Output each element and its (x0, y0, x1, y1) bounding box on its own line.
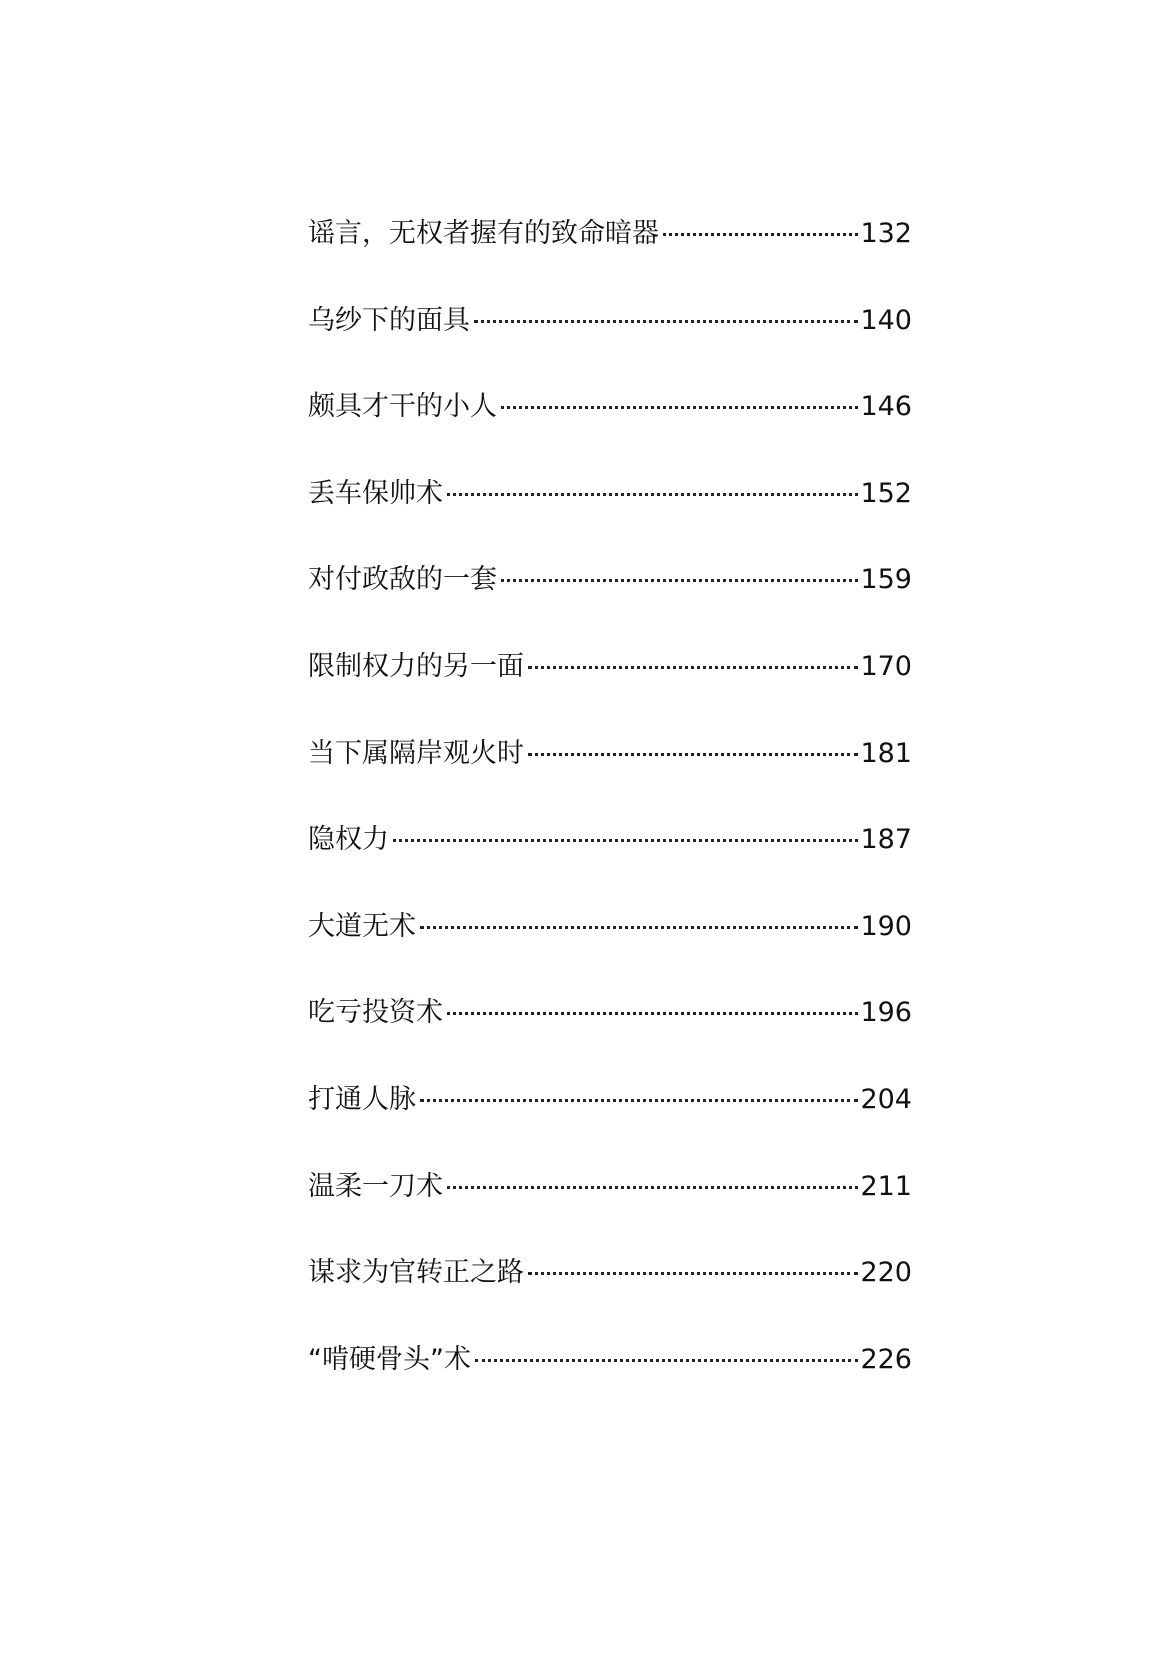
dot-leader (420, 926, 858, 929)
toc-entry-title: 当下属隔岸观火时 (308, 737, 524, 769)
toc-entry[interactable] (308, 736, 912, 823)
dot-leader (447, 1186, 858, 1189)
dot-leader (501, 579, 858, 582)
dot-leader (420, 1099, 858, 1102)
toc-entry-title: 颇具才干的小人 (308, 391, 497, 423)
toc-entry-page: 170 (860, 650, 912, 682)
toc-entry[interactable] (308, 562, 912, 649)
dot-leader (528, 1272, 858, 1275)
toc-entry-title: “啃硬骨头”术 (308, 1343, 471, 1375)
dot-leader (663, 233, 858, 236)
toc-entry[interactable] (308, 1255, 912, 1342)
toc-entry-title: 对付政敌的一套 (308, 564, 497, 596)
table-of-contents (308, 216, 912, 1428)
toc-entry[interactable] (308, 1342, 912, 1429)
dot-leader (447, 493, 858, 496)
toc-entry-title: 温柔一刀术 (308, 1170, 443, 1202)
toc-entry-title: 丢车保帅术 (308, 477, 443, 509)
dot-leader (474, 320, 858, 323)
toc-entry[interactable] (308, 389, 912, 476)
toc-entry-page: 152 (860, 477, 912, 509)
toc-entry-title: 谣言，无权者握有的致命暗器 (308, 218, 659, 249)
toc-entry-page: 211 (860, 1170, 912, 1202)
toc-entry[interactable] (308, 1169, 912, 1256)
toc-entry-page: 226 (860, 1343, 912, 1375)
dot-leader (475, 1359, 858, 1362)
toc-entry-page: 204 (860, 1083, 912, 1115)
toc-entry-page: 220 (860, 1257, 912, 1289)
toc-entry-title: 隐权力 (308, 824, 389, 856)
toc-entry[interactable] (308, 216, 912, 303)
toc-entry[interactable] (308, 476, 912, 563)
toc-entry-title: 谋求为官转正之路 (308, 1257, 524, 1289)
dot-leader (528, 753, 858, 756)
toc-entry-page: 181 (860, 737, 912, 769)
toc-entry-title: 大道无术 (308, 910, 416, 942)
toc-entry-page: 159 (860, 564, 912, 596)
dot-leader (501, 406, 858, 409)
toc-entry[interactable] (308, 1082, 912, 1169)
toc-entry[interactable] (308, 649, 912, 736)
dot-leader (528, 666, 858, 669)
toc-entry-page: 196 (860, 997, 912, 1029)
dot-leader (393, 839, 858, 842)
toc-entry[interactable] (308, 909, 912, 996)
toc-entry-page: 190 (860, 910, 912, 942)
toc-entry-title: 乌纱下的面具 (308, 304, 470, 336)
toc-entry-page: 146 (860, 391, 912, 423)
toc-entry[interactable] (308, 995, 912, 1082)
toc-entry-page: 132 (860, 218, 912, 249)
toc-entry-page: 140 (860, 304, 912, 336)
toc-entry-title: 吃亏投资术 (308, 997, 443, 1029)
toc-entry-page: 187 (860, 824, 912, 856)
toc-entry[interactable] (308, 303, 912, 390)
dot-leader (447, 1012, 858, 1015)
toc-entry-title: 限制权力的另一面 (308, 650, 524, 682)
toc-entry[interactable] (308, 822, 912, 909)
toc-entry-title: 打通人脉 (308, 1083, 416, 1115)
